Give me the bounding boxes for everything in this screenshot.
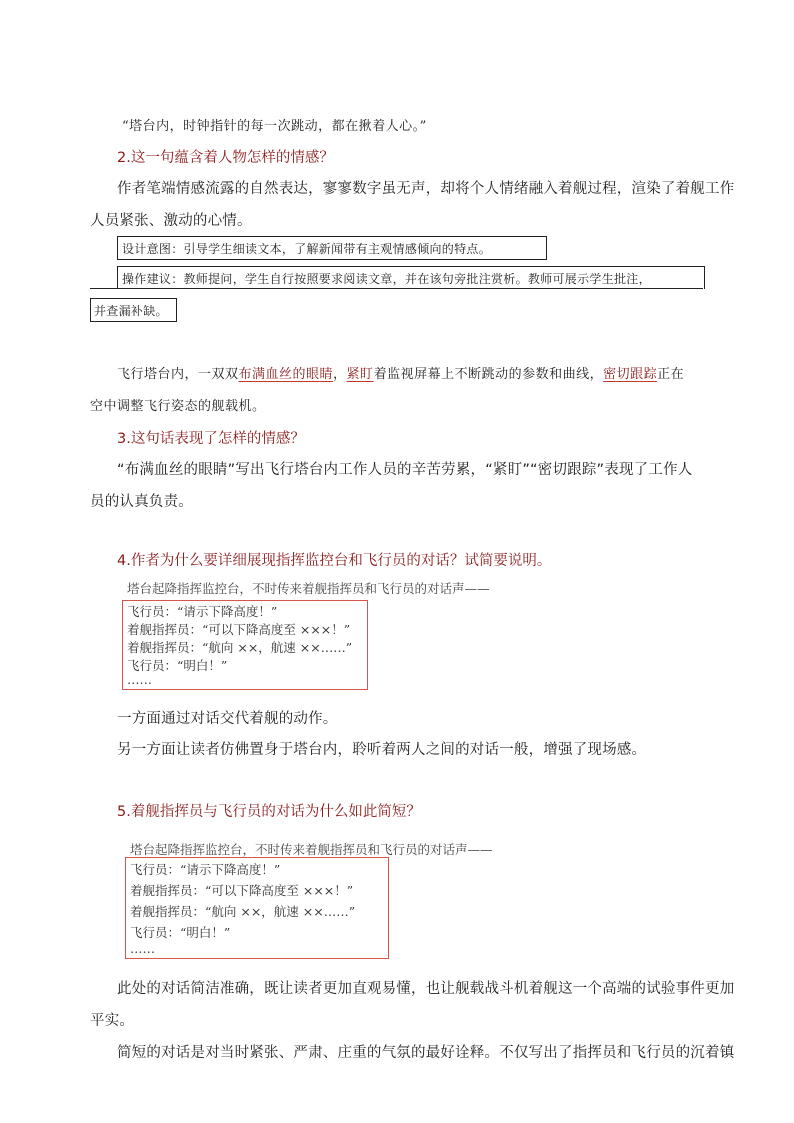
highlight-staring: 紧盯 bbox=[346, 367, 374, 382]
dialog-intro: 塔台起降指挥监控台，不时传来着舰指挥员和飞行员的对话声—— bbox=[127, 581, 490, 596]
operation-suggestion-box-cont bbox=[90, 298, 177, 322]
dialog-intro: 塔台起降指挥监控台，不时传来着舰指挥员和飞行员的对话声—— bbox=[130, 842, 493, 857]
dialog-box bbox=[125, 857, 389, 959]
quote-2-text: 着监视屏幕上不断跳动的参数和曲线， bbox=[373, 367, 604, 382]
quote-2-line-2: 空中调整飞行姿态的舰载机。 bbox=[90, 399, 266, 414]
dialog-line: 着舰指挥员：“航向 ××，航速 ××……” bbox=[127, 640, 353, 655]
operation-suggestion-line-2: 并查漏补缺。 bbox=[94, 304, 168, 318]
dialog-line: 着舰指挥员：“可以下降高度至 ×××！” bbox=[130, 883, 354, 898]
answer-3-line-2: 员的认真负责。 bbox=[90, 494, 193, 510]
question-4: 4.作者为什么要详细展现指挥监控台和飞行员的对话？试简要说明。 bbox=[117, 553, 552, 569]
answer-5-line-1: 此处的对话简洁准确，既让读者更加直观易懂，也让舰载战斗机着舰这一个高端的试验事件更加 bbox=[117, 981, 735, 997]
highlight-bloodshot-eyes: 布满血丝的眼睛 bbox=[238, 367, 334, 382]
answer-4-line-2: 另一方面让读者仿佛置身于塔台内，聆听着两人之间的对话一般，增强了现场感。 bbox=[117, 742, 647, 758]
operation-suggestion-box bbox=[117, 266, 705, 289]
quote-2-line-1 bbox=[117, 363, 684, 382]
operation-suggestion-line-1: 操作建议：教师提问，学生自行按照要求阅读文章，并在该句旁批注赏析。教师可展示学生批注， bbox=[122, 272, 651, 286]
question-5: 5.着舰指挥员与飞行员的对话为什么如此简短？ bbox=[117, 804, 421, 820]
quote-2-text: ， bbox=[333, 367, 347, 382]
highlight-tracking: 密切跟踪 bbox=[603, 367, 658, 382]
dialog-line: 飞行员：“请示下降高度！” bbox=[130, 862, 281, 877]
answer-5-line-3: 简短的对话是对当时紧张、严肃、庄重的气氛的最好诠释。不仅写出了指挥员和飞行员的沉着镇 bbox=[117, 1045, 735, 1061]
quote-text: “塔台内，时钟指针的每一次跳动，都在揪着人心。” bbox=[122, 119, 427, 134]
dialog-line: 着舰指挥员：“可以下降高度至 ×××！” bbox=[127, 622, 351, 637]
answer-2-line-1: 作者笔端情感流露的自然表达，寥寥数字虽无声，却将个人情绪融入着舰过程，渲染了着舰工作 bbox=[117, 181, 735, 197]
dialog-line: 飞行员：“明白！” bbox=[130, 925, 231, 940]
dialog-box bbox=[122, 600, 368, 690]
quote-2-text: 正在 bbox=[657, 367, 685, 382]
dialog-line: 着舰指挥员：“航向 ××，航速 ××……” bbox=[130, 904, 356, 919]
dialog-line: 飞行员：“明白！” bbox=[127, 658, 228, 673]
answer-5-line-2: 平实。 bbox=[90, 1013, 135, 1029]
dialog-line: …… bbox=[130, 941, 155, 956]
answer-4-line-1: 一方面通过对话交代着舰的动作。 bbox=[117, 711, 338, 727]
dialog-line: …… bbox=[127, 672, 152, 687]
design-intent-box bbox=[117, 236, 547, 260]
question-2: 2.这一句蕴含着人物怎样的情感？ bbox=[117, 150, 334, 166]
answer-3-line-1: “布满血丝的眼睛”写出飞行塔台内工作人员的辛苦劳累，“紧盯”“密切跟踪”表现了工作人 bbox=[117, 462, 693, 478]
suggestion-divider bbox=[90, 288, 703, 290]
quote-2-text: 飞行塔台内，一双双 bbox=[117, 367, 239, 382]
answer-2-line-2: 人员紧张、激动的心情。 bbox=[90, 213, 252, 229]
dialog-line: 飞行员：“请示下降高度！” bbox=[127, 604, 278, 619]
design-intent-text: 设计意图：引导学生细读文本，了解新闻带有主观情感倾向的特点。 bbox=[122, 242, 492, 256]
question-3: 3.这句话表现了怎样的情感？ bbox=[117, 431, 305, 447]
